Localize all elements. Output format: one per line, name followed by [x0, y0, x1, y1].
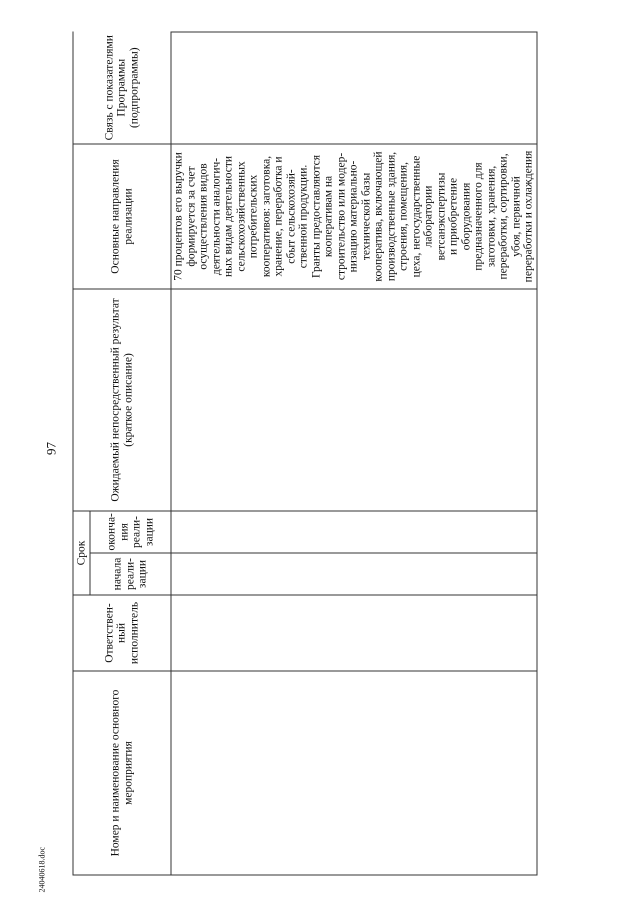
header-link-indicators: Связь с показателями Программы (подпрограммы)	[73, 32, 171, 144]
header-responsible: Ответствен-ный исполнитель	[73, 595, 171, 671]
table-row	[171, 32, 537, 875]
header-term: Срок	[73, 511, 90, 595]
cell-term-start	[171, 553, 537, 595]
header-term-start: начала реали-зации	[90, 553, 171, 595]
cell-link-indicators	[171, 32, 537, 144]
cell-expected-result	[171, 289, 537, 511]
header-directions: Основные направления реализации	[73, 144, 171, 289]
page-number: 97	[43, 442, 59, 455]
rotated-page-content	[1, 0, 640, 905]
cell-term-end	[171, 511, 537, 553]
header-activity: Номер и наименование основного мероприятия	[73, 671, 171, 875]
cell-directions: 70 процентов его выручки формируется за счет осуществления видов деятельности аналогич- ных видам деятельности сельскохозяйственных потребительских кооперативов: заготовка, хранение, переработка и сбыт сельскохозяй- ственной продукции. Гранты предоставляются кооперативам на строительство или модер- низацию материально- технической базы кооператива, включающей производственные здания, строения, помещения, цеха, негосударственные лаборатории ветсанэкспертизы и приобретение оборудования предназначенного для заготовки, хранения, переработки, сортировки, убоя, первичной переработки и охлаждения	[171, 144, 537, 289]
cell-responsible	[171, 595, 537, 671]
program-table	[73, 31, 538, 875]
document-id: 24040618.doc	[37, 846, 47, 893]
cell-activity	[171, 671, 537, 875]
header-term-end: оконча-ния реали-зации	[90, 511, 171, 553]
header-expected-result: Ожидаемый непосредственный результат (краткое описание)	[73, 289, 171, 511]
